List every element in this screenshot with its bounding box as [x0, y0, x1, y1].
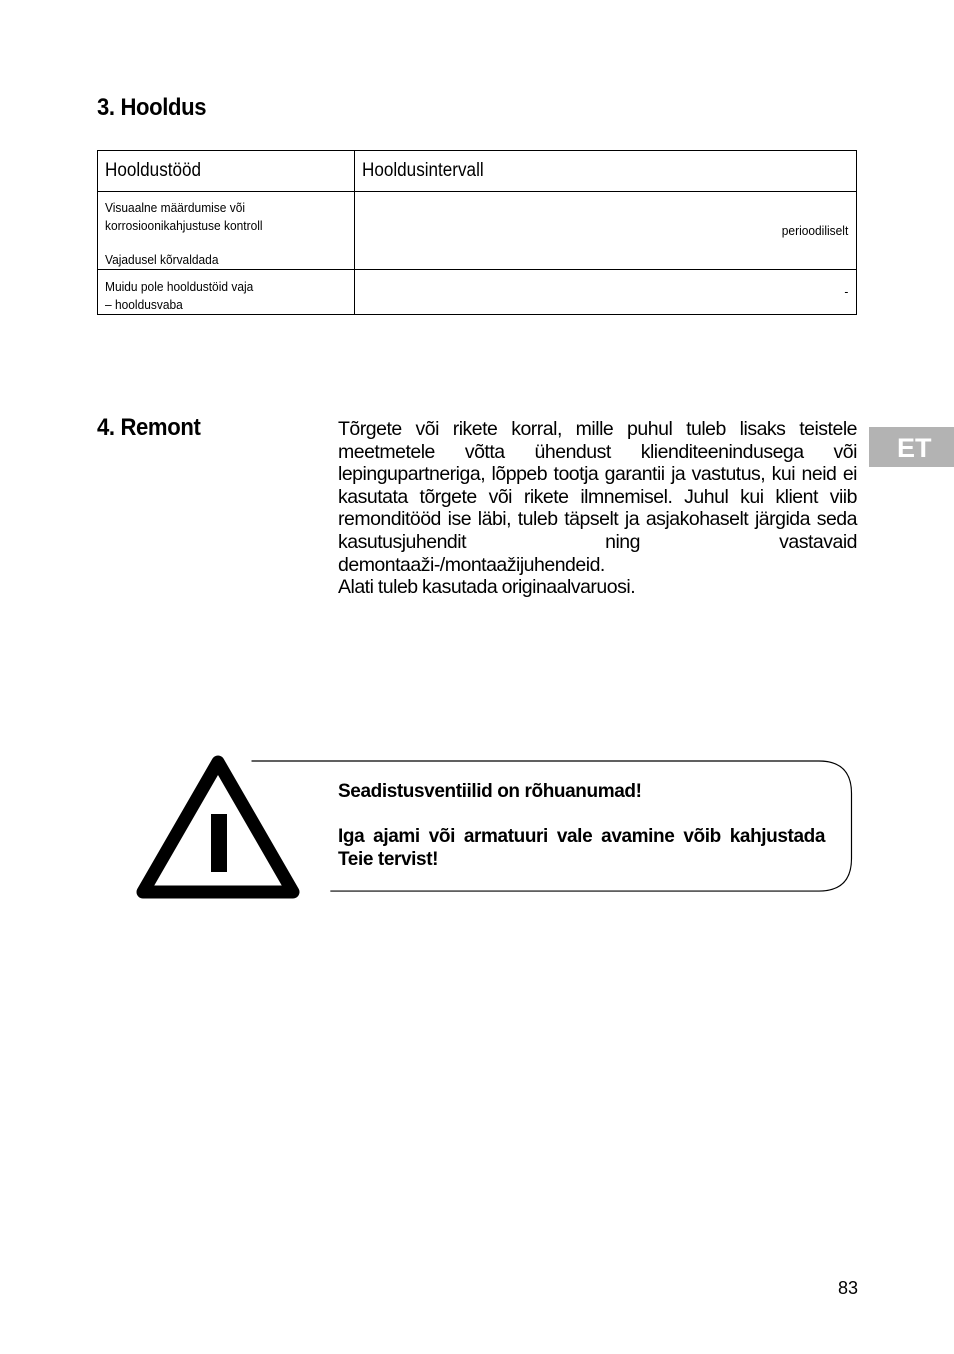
table-header-cell: [98, 151, 355, 192]
remont-paragraph: [338, 418, 857, 599]
table-cell-interval: [355, 192, 857, 270]
remont-text-last: Alati tuleb kasutada originaalvaruosi.: [338, 576, 636, 599]
table-header-cell: [355, 151, 857, 192]
table-cell-work: [98, 270, 355, 315]
table-cell-interval: [355, 270, 857, 315]
maintenance-table: [97, 150, 857, 315]
row2-interval: -: [844, 284, 848, 299]
warning-text: [338, 780, 825, 871]
warning-line1: Seadistusventiilid on rõhuanumad!: [338, 781, 642, 802]
section-heading-hooldus: 3. Hooldus: [97, 94, 207, 121]
row2-work-line2: – hooldusvaba: [105, 297, 183, 312]
row2-work-line1: Muidu pole hooldustöid vaja: [105, 279, 254, 294]
table-row: [98, 270, 857, 315]
row1-work-line1: Visuaalne määrdumise või: [105, 200, 246, 215]
table-header-work: Hooldustööd: [105, 160, 202, 181]
table-row: [98, 192, 857, 270]
language-tab-et: ET: [869, 427, 954, 467]
warning-line2: Iga ajami või armatuuri vale avamine võib kahjustada Teie tervist!: [338, 826, 825, 870]
row1-work-line2: korrosioonikahjustuse kontroll: [105, 218, 263, 233]
page-number: 83: [838, 1278, 859, 1298]
remont-text: Tõrgete või rikete korral, mille puhul tuleb lisaks teistele meetmetele võtta ühendust klienditeenindusega või lepingupartneriga, lõppeb tootja garantii ja vastutus, kui neid ei kasutata tõrgete või rikete ilmnemisel. Juhul kui klient viib remonditööd ise läbi, tuleb täpselt ja asjakohaselt järgida seda kasutusjuhendit ning vastavaid demontaaži-/montaažijuhendeid.: [338, 418, 857, 576]
table-header-interval: Hooldusintervall: [362, 160, 484, 181]
table-header-row: [98, 151, 857, 192]
row1-work-line3: Vajadusel kõrvaldada: [105, 252, 219, 267]
row1-interval: perioodiliselt: [781, 222, 848, 238]
table-cell-work: [98, 192, 355, 270]
section-heading-remont: 4. Remont: [97, 414, 201, 441]
